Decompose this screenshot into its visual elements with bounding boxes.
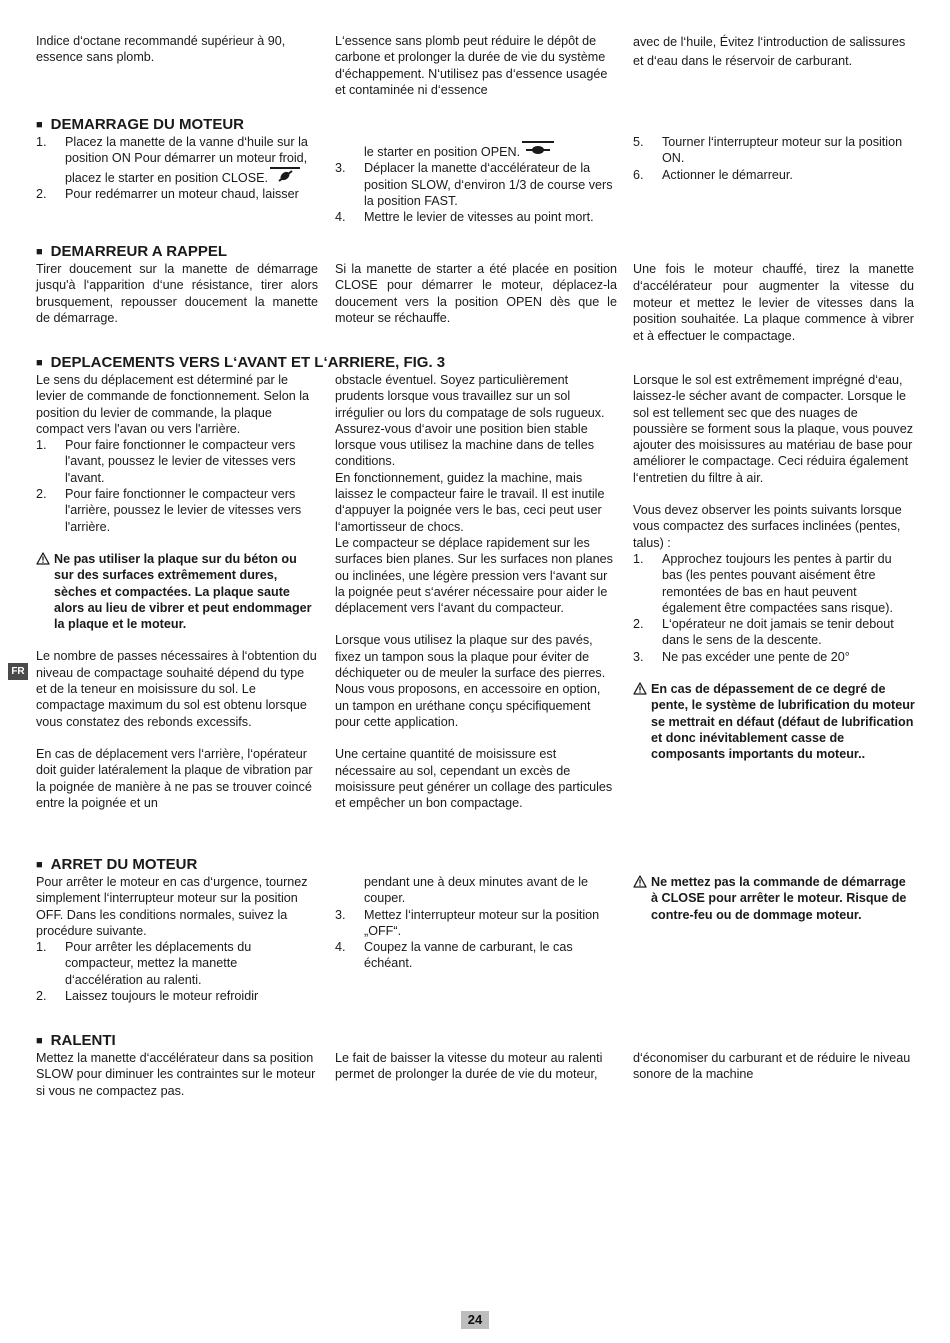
rappel-text-3: Une fois le moteur chauffé, tirez la manette d‘accélérateur pour augmenter la vitesse du moteur et mettez le levier de vitesses dans la position souhaitée. La plaque commence à vibrer et à effectuer le compactage. [633, 262, 914, 344]
demarrage-col-1 [36, 134, 318, 202]
bullet-square-icon: ■ [36, 859, 43, 871]
intro-text-1: Indice d‘octane recommandé supérieur à 90, essence sans plomb. [36, 34, 286, 65]
list-item: 3. Ne pas excéder une pente de 20° [633, 649, 850, 664]
list-item: 6. Actionner le démarreur. [633, 167, 793, 182]
section-title-rappel: ■ DEMARREUR A RAPPEL [36, 243, 228, 260]
deplacements-obstacle: obstacle éventuel. Soyez particulièrement prudents lorsque vous travaillez sur un sol irrégulier ou lors du compatage de sols rugueux. Assurez-vous d‘avoir une position bien stable lorsque vous utilisez la machine dans de telles conditions. [335, 373, 605, 469]
page-number: 24 [461, 1311, 489, 1329]
list-item: 4. Mettre le levier de vitesses au point mort. [335, 210, 594, 225]
section-title-demarrage: ■ DEMARRAGE DU MOTEUR [36, 116, 244, 133]
list-item: 4. Coupez la vanne de carburant, le cas échéant. [335, 940, 573, 971]
list-item: 5. Tourner l‘interrupteur moteur sur la position ON. [633, 135, 903, 166]
list-item: 1. Placez la manette de la vanne d‘huile sur la position ON Pour démarrer un moteur froid, placez le starter en position CLOSE. [36, 135, 308, 185]
deplacements-speed: Le compacteur se déplace rapidement sur les surfaces bien planes. Sur les surfaces non planes ou inclinées, une légère pression vers l‘avant sur la poignée peut s‘avérer nécessaire pour aider le déplacement vers l‘avant du compacteur. [335, 535, 613, 616]
warning-icon [36, 552, 50, 565]
list-item: 2. Laissez toujours le moteur refroidir [36, 989, 259, 1004]
list-item: 2. Pour redémarrer un moteur chaud, laisser [36, 186, 299, 201]
deplacements-guide: En fonctionnement, guidez la machine, mais laissez le compacteur faire le travail. Il est inutile d‘appuyer la poignée vers le bas, ceci peut user l‘amortisseur de chocs. [335, 470, 605, 534]
section-title-ralenti: ■ RALENTI [36, 1032, 116, 1049]
ralenti-text-3: d‘économiser du carburant et de réduire le niveau sonore de la machine [633, 1051, 911, 1082]
demarrage-col-3 [633, 134, 915, 183]
bullet-square-icon: ■ [36, 119, 43, 131]
section-title-arret: ■ ARRET DU MOTEUR [36, 856, 198, 873]
rappel-col-1 [36, 261, 318, 326]
rappel-text-1: Tirer doucement sur la manette de démarrage jusqu'à l‘apparition d‘une résistance, tirer alors brusquement, repousser doucement la manette de démarrage. [36, 262, 318, 325]
list-item: 1. Approchez toujours les pentes à partir du bas (les pentes pouvant aisément être remontées de bas en haut peuvent également être compactées sans risque). [633, 551, 894, 615]
warning-icon [633, 875, 647, 888]
section-title-deplacements: ■ DEPLACEMENTS VERS L‘AVANT ET L‘ARRIERE, FIG. 3 [36, 354, 446, 371]
warning-close: Ne mettez pas la commande de démarrage à CLOSE pour arrêter le moteur. Risque de contre-feu ou de dommage moteur. [633, 874, 915, 923]
intro-col-3 [633, 33, 915, 71]
list-item: 3. Déplacer la manette d‘accélérateur de la position SLOW, d‘environ 1/3 de course vers la position FAST. [335, 161, 613, 208]
deplacements-passes: Le nombre de passes nécessaires à l‘obtention du niveau de compactage souhaité dépend du type et de la teneur en moisissure du sol. Le compactage maximum du sol est obtenu lorsque vous constatez des rebonds excessifs. [36, 649, 317, 729]
warning-slope: En cas de dépassement de ce degré de pente, le système de lubrification du moteur se mettrait en défaut (défaut de lubrification et donc inévitablement casse de composants importants du moteur.. [633, 681, 915, 762]
arret-col-2 [335, 874, 617, 972]
deplacements-slopes-intro: Vous devez observer les points suivants lorsque vous compactez des surfaces inclinées (pentes, talus) : [633, 503, 902, 550]
deplacements-reverse: En cas de déplacement vers l‘arrière, l‘opérateur doit guider latéralement la plaque de vibration par la poignée de manière à ne pas se trouver coincé entre la poignée et un [36, 746, 313, 810]
deplacements-col-3 [633, 372, 915, 763]
deplacements-paves: Lorsque vous utilisez la plaque sur des pavés, fixez un tampon sous la plaque pour éviter de déchiqueter ou de meuler la surface des pierres. Nous vous proposons, en accessoire en option, un tampon en uréthane conçu spécifiquement pour cette application. [335, 633, 606, 729]
arret-intro: Pour arrêter le moteur en cas d‘urgence, tournez simplement l‘interrupteur moteur sur la position OFF. Dans les conditions normales, suivez la procédure suivante. [36, 875, 308, 938]
list-item: 1. Pour arrêter les déplacements du compacteur, mettez la manette d‘accélération au ralenti. [36, 940, 252, 987]
language-tab: FR [8, 663, 28, 680]
rappel-text-2: Si la manette de starter a été placée en position CLOSE pour démarrer le moteur, déplacez-la doucement vers la position OPEN dès que le moteur se réchauffe. [335, 262, 617, 325]
arret-col-1 [36, 874, 318, 1004]
bullet-square-icon: ■ [36, 246, 43, 258]
intro-col-2 [335, 33, 617, 98]
intro-text-3: avec de l‘huile, Évitez l‘introduction de salissures et d‘eau dans le réservoir de carburant. [633, 35, 906, 68]
list-item: 2. L‘opérateur ne doit jamais se tenir debout dans le sens de la descente. [633, 617, 894, 648]
deplacements-intro: Le sens du déplacement est déterminé par le levier de commande de fonctionnement. Selon la position du levier de commande, la plaque compact vers l'avan ou vers l'arrière. [36, 373, 310, 436]
ralenti-col-2 [335, 1050, 617, 1083]
intro-col-1 [36, 33, 318, 66]
list-item: 1. Pour faire fonctionner le compacteur vers l'avant, poussez le levier de vitesses vers l'avant. [36, 438, 296, 485]
arret-col-3 [633, 874, 915, 923]
ralenti-col-1 [36, 1050, 318, 1099]
deplacements-wet-soil: Lorsque le sol est extrêmement imprégné d‘eau, laissez-le sécher avant de compacter. Lorsque le sol est tellement sec que des nuages de poussière se forment sous la plaque, vous pouvez ajouter des moisissures au matériau de base pour améliorer le compactage. Ceci réduira également l‘entretien du filtre à air. [633, 373, 914, 485]
list-item: pendant une à deux minutes avant de le couper. [364, 875, 589, 906]
list-item: 2. Pour faire fonctionner le compacteur vers l'arrière, poussez le levier de vitesses vers l'arrière. [36, 487, 302, 534]
ralenti-text-1: Mettez la manette d‘accélérateur dans sa position SLOW pour diminuer les contraintes sur le moteur si vous ne compactez pas. [36, 1051, 316, 1098]
warning-icon [633, 682, 647, 695]
intro-text-2: L‘essence sans plomb peut réduire le dépôt de carbone et prolonger la durée de vie du système d‘échappement. N‘utilisez pas d‘essence usagée et contaminée ni d‘essence [335, 34, 608, 97]
choke-open-icon [522, 141, 554, 158]
bullet-square-icon: ■ [36, 357, 43, 369]
bullet-square-icon: ■ [36, 1035, 43, 1047]
deplacements-col-2 [335, 372, 617, 811]
demarrage-col-2 [335, 141, 617, 225]
choke-close-icon [270, 167, 300, 184]
list-item: le starter en position OPEN. [335, 141, 617, 160]
list-item: 3. Mettez l‘interrupteur moteur sur la position „OFF“. [335, 907, 600, 938]
warning-concrete: Ne pas utiliser la plaque sur du béton ou sur des surfaces extrêmement dures, sèches et compactées. La plaque saute alors au lieu de vibrer et peut endommager la plaque et le moteur. [36, 551, 318, 632]
ralenti-text-2: Le fait de baisser la vitesse du moteur au ralenti permet de prolonger la durée de vie du moteur, [335, 1051, 603, 1082]
rappel-col-2 [335, 261, 617, 326]
rappel-col-3 [633, 261, 914, 345]
deplacements-moisture: Une certaine quantité de moisissure est nécessaire au sol, cependant un excès de moisissure peut générer un collage des particules et empêcher un bon compactage. [335, 747, 613, 811]
deplacements-col-1 [36, 372, 318, 811]
ralenti-col-3 [633, 1050, 915, 1083]
